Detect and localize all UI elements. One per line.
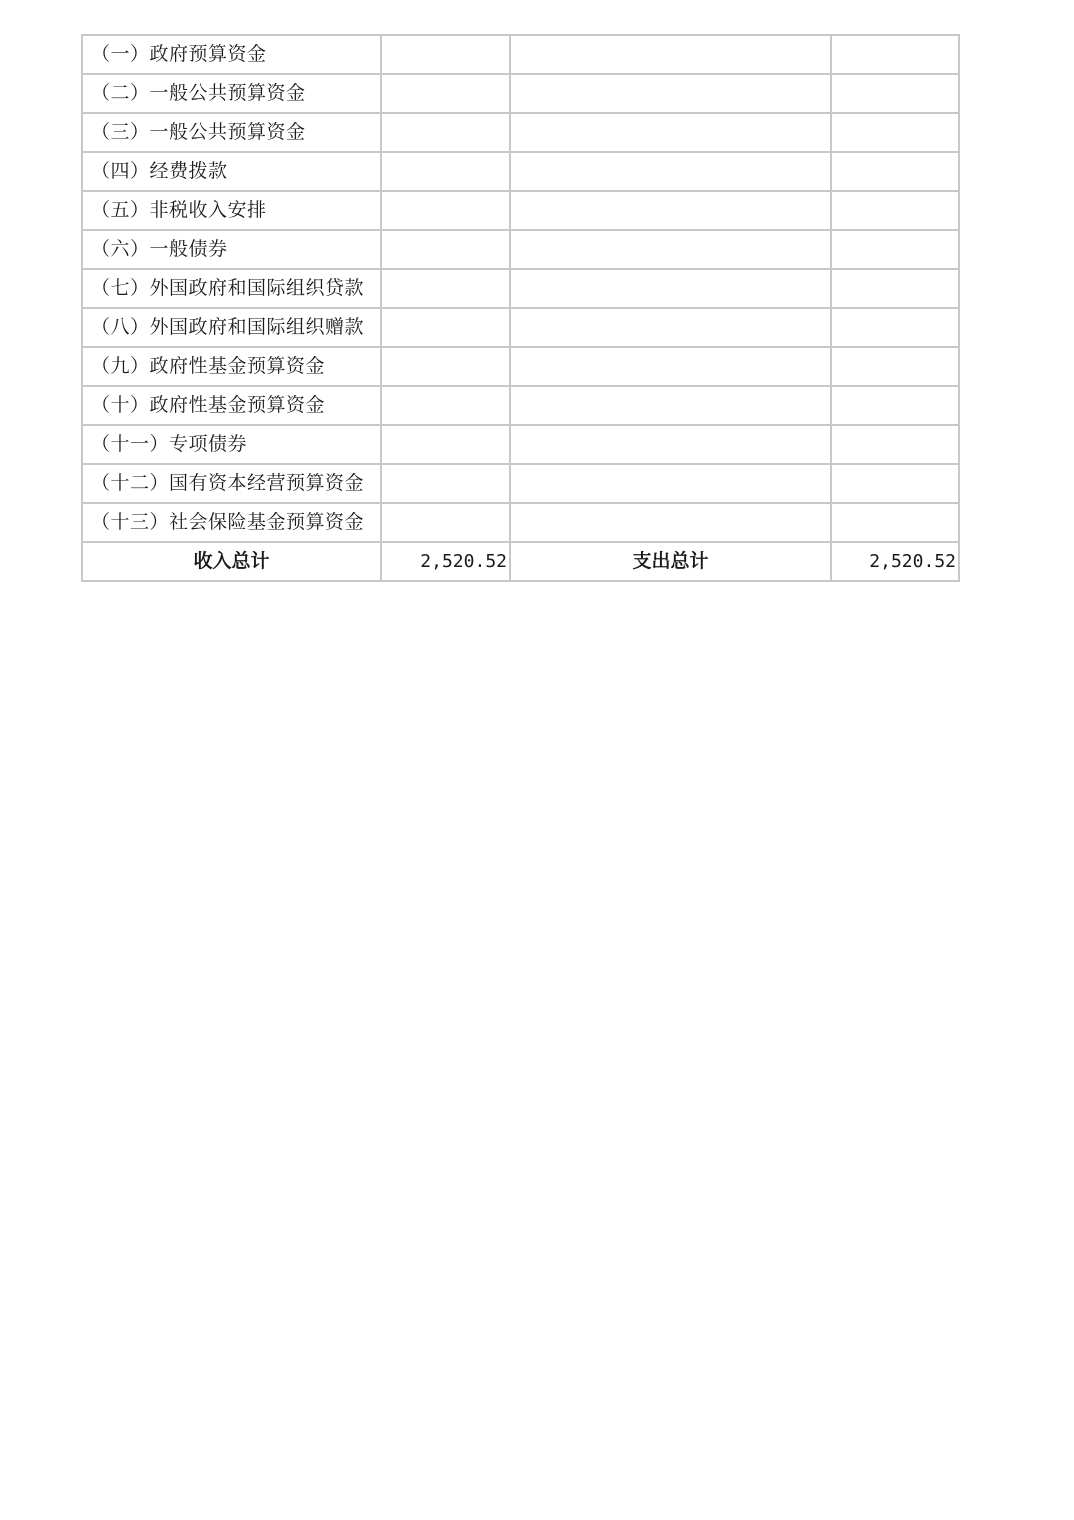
budget-table xyxy=(81,34,960,582)
income-item-label: （六）一般债券 xyxy=(82,230,381,269)
table-row xyxy=(82,152,959,191)
expense-amount-cell xyxy=(831,152,959,191)
income-amount-cell xyxy=(381,113,510,152)
expense-amount-cell xyxy=(831,347,959,386)
expense-total-value: 2,520.52 xyxy=(831,542,959,581)
table-row xyxy=(82,191,959,230)
income-item-label: （五）非税收入安排 xyxy=(82,191,381,230)
expense-item-cell xyxy=(510,503,831,542)
table-row xyxy=(82,308,959,347)
expense-item-cell xyxy=(510,113,831,152)
income-item-label: （一）政府预算资金 xyxy=(82,35,381,74)
income-amount-cell xyxy=(381,191,510,230)
income-item-label: （十二）国有资本经营预算资金 xyxy=(82,464,381,503)
table-row xyxy=(82,35,959,74)
expense-item-cell xyxy=(510,152,831,191)
income-item-label: （二）一般公共预算资金 xyxy=(82,74,381,113)
income-item-label: （九）政府性基金预算资金 xyxy=(82,347,381,386)
table-row xyxy=(82,425,959,464)
income-item-label: （八）外国政府和国际组织赠款 xyxy=(82,308,381,347)
income-amount-cell xyxy=(381,425,510,464)
income-amount-cell xyxy=(381,464,510,503)
expense-item-cell xyxy=(510,464,831,503)
expense-item-cell xyxy=(510,230,831,269)
table-row xyxy=(82,74,959,113)
expense-item-cell xyxy=(510,269,831,308)
income-amount-cell xyxy=(381,308,510,347)
income-amount-cell xyxy=(381,152,510,191)
expense-amount-cell xyxy=(831,464,959,503)
expense-total-label: 支出总计 xyxy=(510,542,831,581)
table-row xyxy=(82,230,959,269)
income-item-label: （三）一般公共预算资金 xyxy=(82,113,381,152)
table-row xyxy=(82,503,959,542)
expense-amount-cell xyxy=(831,113,959,152)
expense-amount-cell xyxy=(831,386,959,425)
expense-item-cell xyxy=(510,191,831,230)
expense-amount-cell xyxy=(831,230,959,269)
expense-amount-cell xyxy=(831,308,959,347)
income-total-label: 收入总计 xyxy=(82,542,381,581)
income-item-label: （四）经费拨款 xyxy=(82,152,381,191)
expense-amount-cell xyxy=(831,191,959,230)
income-item-label: （十三）社会保险基金预算资金 xyxy=(82,503,381,542)
expense-amount-cell xyxy=(831,425,959,464)
table-body xyxy=(82,35,959,581)
income-amount-cell xyxy=(381,269,510,308)
table-row xyxy=(82,269,959,308)
expense-amount-cell xyxy=(831,503,959,542)
table-row xyxy=(82,113,959,152)
expense-amount-cell xyxy=(831,269,959,308)
income-item-label: （十一）专项债券 xyxy=(82,425,381,464)
income-amount-cell xyxy=(381,35,510,74)
expense-item-cell xyxy=(510,386,831,425)
income-item-label: （七）外国政府和国际组织贷款 xyxy=(82,269,381,308)
expense-item-cell xyxy=(510,347,831,386)
expense-item-cell xyxy=(510,425,831,464)
total-row xyxy=(82,542,959,581)
expense-amount-cell xyxy=(831,35,959,74)
table-row xyxy=(82,347,959,386)
expense-amount-cell xyxy=(831,74,959,113)
income-amount-cell xyxy=(381,386,510,425)
income-amount-cell xyxy=(381,230,510,269)
expense-item-cell xyxy=(510,35,831,74)
income-item-label: （十）政府性基金预算资金 xyxy=(82,386,381,425)
table-row xyxy=(82,386,959,425)
expense-item-cell xyxy=(510,74,831,113)
income-amount-cell xyxy=(381,74,510,113)
expense-item-cell xyxy=(510,308,831,347)
income-amount-cell xyxy=(381,503,510,542)
income-amount-cell xyxy=(381,347,510,386)
table-row xyxy=(82,464,959,503)
income-total-value: 2,520.52 xyxy=(381,542,510,581)
